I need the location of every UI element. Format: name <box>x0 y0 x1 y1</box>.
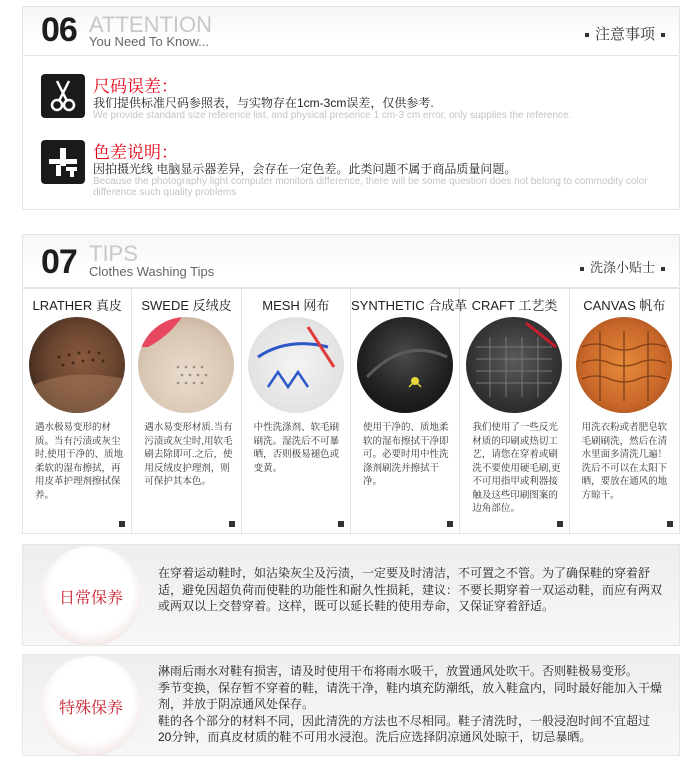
synthetic-image <box>357 317 453 413</box>
suede-image <box>138 317 234 413</box>
color-icon <box>41 140 85 184</box>
attention-text-size: 我们提供标准尺码参照表，与实物存在1cm-3cm误差，仅供参考. <box>93 96 434 110</box>
tip-text: 遇水易变形材质.当有污渍或灰尘时,用软毛刷去除即可.之后，使用反绒皮护理剂，则可保护其本色。 <box>144 422 233 487</box>
daily-care-label: 日常保养 <box>58 589 123 607</box>
daily-care-text <box>158 565 663 615</box>
attention-header <box>22 6 680 56</box>
bullet-square-icon <box>338 521 344 527</box>
daily-care-badge <box>41 546 141 646</box>
tip-material-name: CRAFT 工艺类 <box>471 298 558 313</box>
section-title-cn: 洗涤小贴士 <box>580 257 665 276</box>
special-care-text <box>158 663 663 746</box>
washing-tips-grid <box>22 288 680 534</box>
attention-text-color: 因拍摄光线 电脑显示器差异，会存在一定色差。此类问题不属于商品质量问题。 <box>93 162 517 176</box>
tip-material-name: SWEDE 反绒皮 <box>141 298 232 313</box>
section-title-cn: 注意事项 <box>585 23 665 44</box>
tip-canvas <box>570 289 679 533</box>
mesh-image <box>248 317 344 413</box>
attention-title-color: 色差说明： <box>93 143 178 162</box>
bullet-square-icon <box>447 521 453 527</box>
section-subtitle-en: Clothes Washing Tips <box>89 264 215 279</box>
section-title-en: ATTENTION <box>89 12 213 37</box>
tips-header <box>22 234 680 288</box>
scissors-icon <box>41 74 85 118</box>
tip-material-name: CANVAS 帆布 <box>583 298 666 313</box>
tip-text: 用洗衣粉或者肥皂软毛刷刷洗，然后在清水里面多清洗几遍！洗后不可以在太阳下晒，要放在通风的地方晾干。 <box>581 422 668 501</box>
section-number: 07 <box>41 243 77 281</box>
tip-text: 中性洗涤剂、软毛刷刷洗。湿洗后不可暴晒，否则极易褪色或变黄。 <box>253 422 340 474</box>
tip-material-name: LRATHER 真皮 <box>32 298 122 313</box>
special-care-badge <box>41 656 141 756</box>
leather-image <box>29 317 125 413</box>
tip-synthetic <box>350 289 468 533</box>
craft-image <box>466 317 562 413</box>
attention-text-color-en: Because the photography light computer monitors difference, there will be some question does not belong to commodity color difference such quality problems <box>93 176 648 198</box>
special-care-paragraph: 淋雨后雨水对鞋有损害，请及时使用干布将雨水吸干，放置通风处吹干。否则鞋极易变形。 <box>158 664 639 678</box>
special-care-panel <box>22 654 680 756</box>
special-care-paragraph: 鞋的各个部分的材料不同，因此清洗的方法也不尽相同。鞋子清洗时，一般浸泡时间不宜超过20分钟，而真皮材质的鞋不可用水浸泡。洗后应选择阴凉通风处晾干，切忌暴晒。 <box>158 713 651 744</box>
bullet-square-icon <box>229 521 235 527</box>
section-number: 06 <box>41 11 77 49</box>
special-care-paragraph: 季节变换，保存暂不穿着的鞋，请洗干净，鞋内填充防潮纸，放入鞋盒内，同时最好能加入干燥剂，并放于阴凉通风处保存。 <box>158 680 663 711</box>
daily-care-panel <box>22 544 680 646</box>
special-care-label: 特殊保养 <box>58 699 123 717</box>
bullet-square-icon <box>557 521 563 527</box>
section-title-en: TIPS <box>89 241 138 266</box>
tip-leather <box>23 289 132 533</box>
attention-text-size-en: We provide standard size reference list, and physical presence 1 cm-3 cm error, only supplies the reference. <box>93 110 572 121</box>
tip-craft <box>460 289 569 533</box>
tip-text: 使用干净的、质地柔软的湿布擦拭干净即可。必要时用中性洗涤剂刷洗并擦拭干净。 <box>362 422 449 487</box>
tip-material-name: SYNTHETIC 合成革 <box>350 298 468 313</box>
bullet-square-icon <box>667 521 673 527</box>
canvas-image <box>576 317 672 413</box>
section-subtitle-en: You Need To Know... <box>89 34 209 49</box>
tip-material-name: MESH 网布 <box>262 298 330 313</box>
attention-body <box>22 56 680 210</box>
tip-text: 遇水极易变形的材质。当有污渍或灰尘时,使用干净的、质地柔软的湿布擦拭，再用皮革护理剂擦拭保养。 <box>35 422 124 501</box>
tip-mesh <box>242 289 351 533</box>
daily-care-paragraph: 在穿着运动鞋时，如沾染灰尘及污渍，一定要及时清洁，不可置之不管。为了确保鞋的穿着舒适，避免因超负荷而使鞋的功能性和耐久性损耗，建议：不要长期穿着一双运动鞋，而应有两双或两双以上交替穿着。这样，既可以延长鞋的使用寿命，又保证穿着舒适。 <box>158 566 663 613</box>
tip-suede <box>132 289 241 533</box>
attention-title-size: 尺码误差： <box>93 77 178 96</box>
tip-text: 我们使用了一些反光材质的印刷或热切工艺，请您在穿着或刷洗不要使用硬毛刷,更不可用指甲或利器接触及这些印刷图案的边角部位。 <box>472 422 561 514</box>
bullet-square-icon <box>119 521 125 527</box>
